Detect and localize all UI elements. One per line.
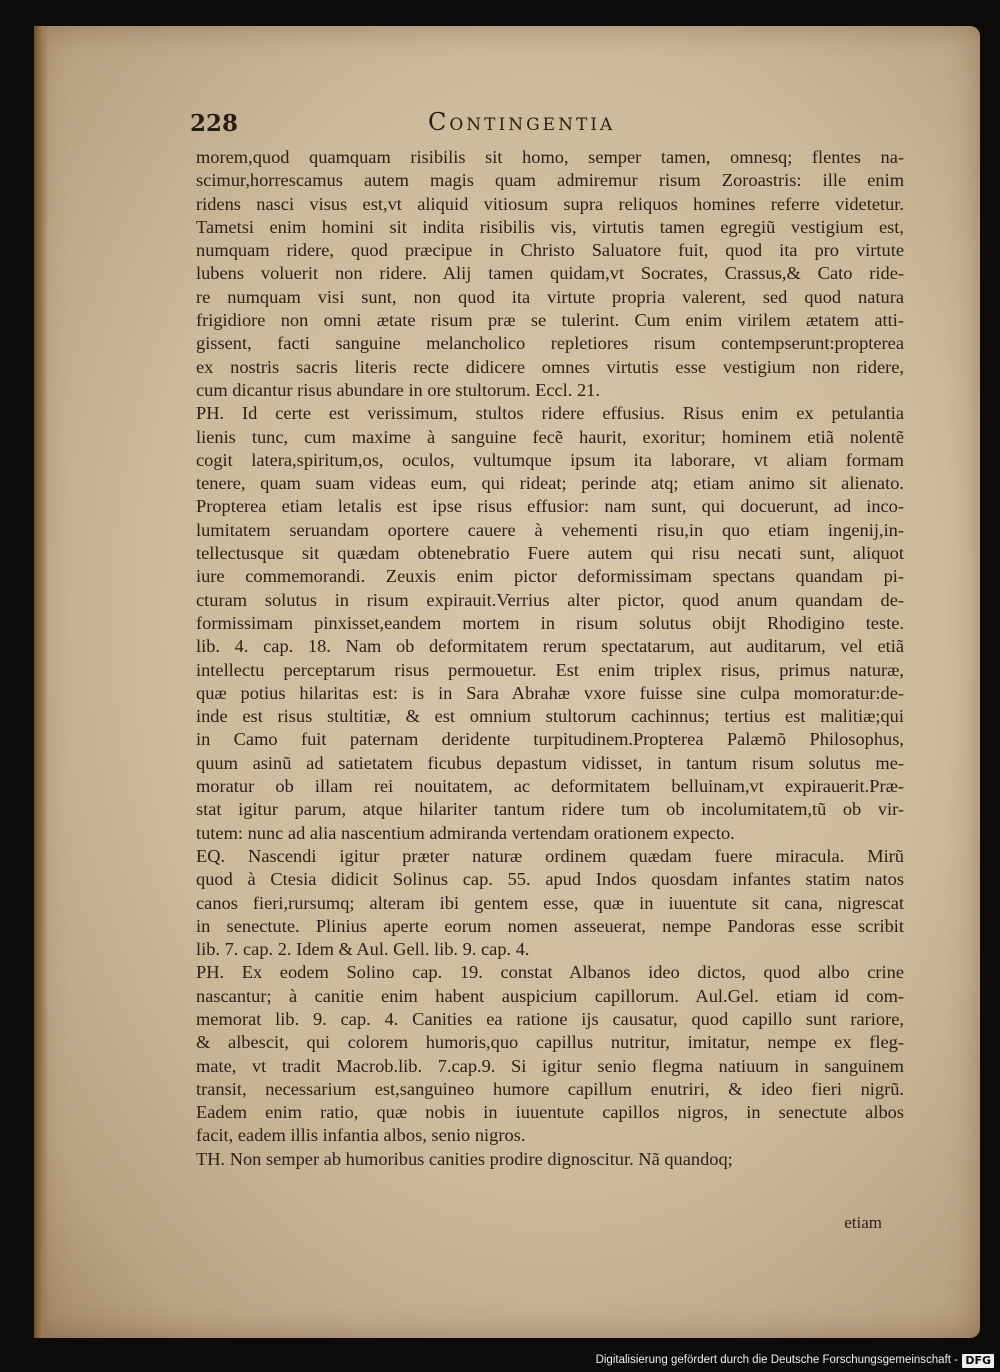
body-text (196, 146, 904, 1171)
text-line: quæ potius hilaritas est: is in Sara Abrahæ vxore fuisse sine culpa momoratur:de- (196, 682, 904, 703)
text-line: Tametsi enim homini sit indita risibilis vis, virtutis tamen egregiũ vestigium est, (196, 216, 904, 237)
text-line: in senectute. Plinius aperte eorum nomen asseuerat, nempe Pandoras esse scribit (196, 915, 904, 936)
running-title: Contingentia (428, 108, 616, 136)
text-line: PH. Ex eodem Solino cap. 19. constat Albanos ideo dictos, quod albo crine (196, 962, 904, 983)
text-line: morem,quod quamquam risibilis sit homo, semper tamen, omnesq; flentes na- (196, 147, 904, 167)
text-line: tellectusque sit quædam obtenebratio Fuere autem qui risu necati sunt, aliquot (196, 543, 904, 564)
text-line: scimur,horrescamus autem magis quam admiremur risum Zoroastris: ille enim (196, 170, 904, 191)
text-line: intellectu perceptarum risus permouetur. Est enim triplex risus, primus naturæ, (196, 659, 904, 680)
text-line: transit, necessarium est,sanguineo humore capillum enutriri, & ideo fieri nigrũ. (196, 1078, 904, 1099)
text-line: facit, eadem illis infantia albos, senio nigros. (196, 1125, 526, 1146)
text-line: ex nostris sacris literis recte didicere omnes virtutis esse vestigium non ridere, (196, 356, 904, 377)
catchword: etiam (844, 1213, 882, 1232)
text-line: cturam solutus in risum expirauit.Verrius alter pictor, quod anum quandam de- (196, 589, 904, 610)
text-line: tenere, quam suam videas eum, qui rideat; perinde atq; etiam animo sit alienato. (196, 473, 904, 494)
text-line: mate, vt tradit Macrob.lib. 7.cap.9. Si igitur senio flegma natiuum in sanguinem (196, 1055, 904, 1076)
running-header (190, 108, 710, 142)
text-line: cogit latera,spiritum,os, oculos, vultumque ipsum ita laborare, vt aliam formam (196, 449, 904, 470)
text-line: stat igitur parum, atque hilariter tantum ridere tum ob incolumitatem,tũ ob vir- (196, 799, 904, 820)
text-line: TH. Non semper ab humoribus canities prodire dignoscitur. Nã quandoq; (196, 1148, 733, 1169)
text-line: memorat lib. 9. cap. 4. Canities ea ratione ijs causatur, quod capillo sunt rariore, (196, 1008, 904, 1029)
text-line: PH. Id certe est verissimum, stultos ridere effusius. Risus enim ex petulantia (196, 403, 904, 424)
text-line: Propterea etiam letalis est ipse risus effusior: nam sunt, qui docuerunt, ad inco- (196, 496, 904, 517)
text-line: lienis tunc, cum maxime à sanguine fecẽ haurit, exoritur; hominem etiã nolentẽ (196, 426, 904, 447)
text-line: re numquam visi sunt, non quod ita virtute propria valerent, sed quod natura (196, 286, 904, 307)
text-line: moratur ob illam rei nouitatem, ac deformitatem belluinam,vt expirauerit.Præ- (196, 776, 904, 797)
digitization-credit: Digitalisierung gefördert durch die Deutsche Forschungsgemeinschaft - (595, 1354, 958, 1366)
dfg-logo: DFG (962, 1354, 994, 1368)
text-line: quum asinũ ad satietatem ficubus depastum vidisset, in tantum risum solutus me- (196, 752, 904, 773)
text-line: gissent, facti sanguine melancholico repletiores risum contempserunt:propterea (196, 333, 904, 354)
text-line: tutem: nunc ad alia nascentium admiranda vertendam orationem expecto. (196, 822, 735, 843)
page-number: 228 (190, 110, 239, 137)
page-gutter (34, 26, 48, 1338)
text-line: in Camo fuit paternam deridente turpitudinem.Propterea Palæmõ Philosophus, (196, 729, 904, 750)
text-line: lib. 4. cap. 18. Nam ob deformitatem rerum spectatarum, aut auditarum, vel etiã (196, 636, 904, 657)
text-line: numquam ridere, quod præcipue in Christo Saluatore fuit, quod ita pro virtute (196, 240, 904, 261)
text-line: Eadem enim ratio, quæ nobis in iuuentute capillos nigros, in senectute albos (196, 1102, 904, 1123)
text-line: inde est risus stultitiæ, & est omnium stultorum cachinnus; tertius est malitiæ;qui (196, 706, 904, 727)
text-line: & albescit, qui colorem humoris,quo capillus nutritur, imitatur, nempe ex fleg- (196, 1032, 904, 1053)
text-line: lubens voluerit non ridere. Alij tamen quidam,vt Socrates, Crassus,& Cato ride- (196, 263, 904, 284)
text-line: ridens nasci visus est,vt aliquid vitiosum supra reliquos homines referre videtetur. (196, 193, 904, 214)
text-line: cum dicantur risus abundare in ore stultorum. Eccl. 21. (196, 379, 600, 400)
text-line: lib. 7. cap. 2. Idem & Aul. Gell. lib. 9. cap. 4. (196, 939, 530, 960)
text-line: EQ. Nascendi igitur præter naturæ ordinem quædam fuere miracula. Mirũ (196, 845, 904, 866)
text-line: nascantur; à canitie enim habent auspicium capillorum. Aul.Gel. etiam id com- (196, 985, 904, 1006)
text-line: iure commemorandi. Zeuxis enim pictor deformissimam spectans quandam pi- (196, 566, 904, 587)
text-line: frigidiore non omni ætate risum præ se tulerint. Cum enim virilem ætatem atti- (196, 310, 904, 331)
text-line: formissimam pinxisset,eandem mortem in risum solutus obijt Rhodigino teste. (196, 612, 904, 633)
text-line: lumitatem seruandam oportere cauere à vehementi risu,in quo etiam ingenij,in- (196, 519, 904, 540)
text-line: canos fieri,rursumq; alteram ibi gentem esse, quæ in iuuentute sit cana, nigrescat (196, 892, 904, 913)
text-line: quod à Ctesia didicit Solinus cap. 55. apud Indos quosdam infantes statim natos (196, 869, 904, 890)
